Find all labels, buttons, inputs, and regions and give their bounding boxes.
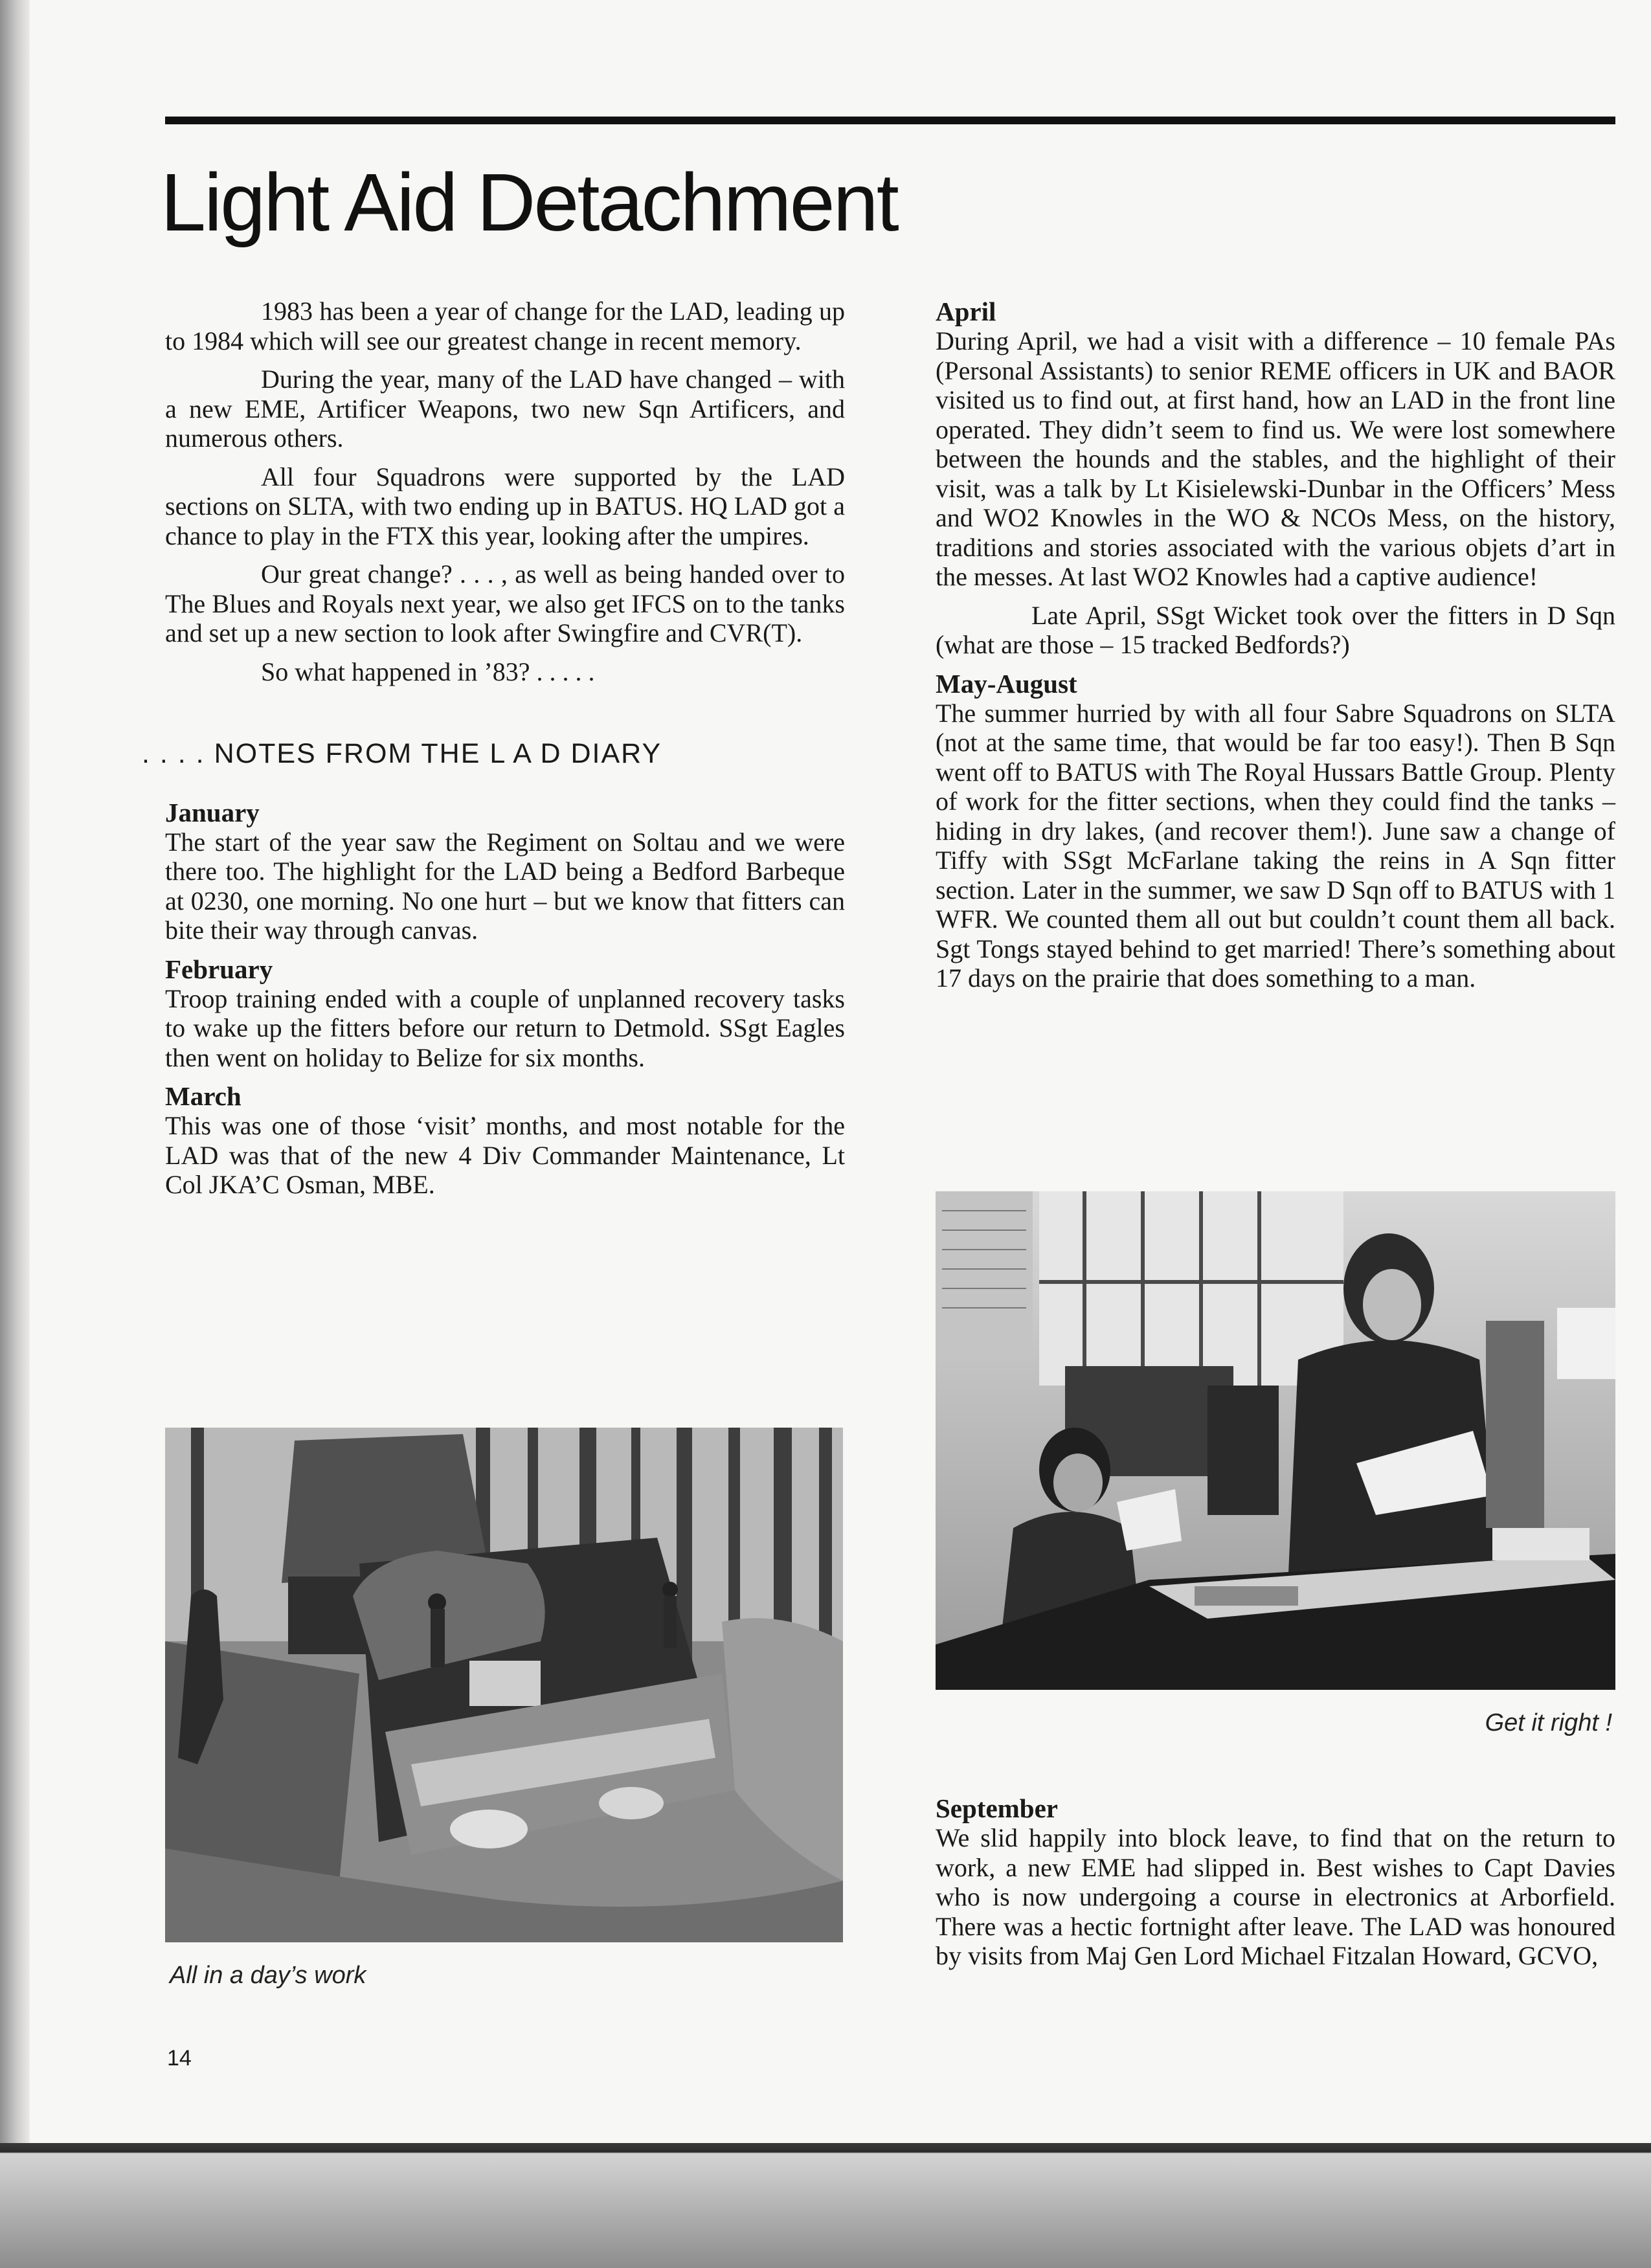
left-column bbox=[142, 297, 845, 1209]
month-heading-march: March bbox=[165, 1081, 241, 1111]
month-heading-may-august: May-August bbox=[936, 668, 1077, 699]
header-rule bbox=[165, 117, 1615, 124]
month-text-march: This was one of those ‘visit’ months, and most notable for the LAD was that of the new 4 Div Commander Maintenance, Lt Col JKA’C Osman, MBE. bbox=[165, 1111, 845, 1199]
month-heading-september: September bbox=[936, 1793, 1059, 1823]
page-spine-shadow bbox=[0, 0, 30, 2268]
month-text-may-august: The summer hurried by with all four Sabre Squadrons on SLTA (not at the same time, that would be far too easy!). Then B Sqn went off to BATUS with The Royal Hussars Battle Group. Plenty of work for the fitter sections, when they could find the tanks – hiding in dry lakes, (and recover them!). June saw a change of Tiffy with SSgt McFarlane taking the reins in A Sqn fitter section. Later in the summer, we saw D Sqn off to BATUS with 1 WFR. We counted them all out but couldn’t count them all back. Sgt Tongs stayed behind to get married! There’s something about 17 days on the prairie that does something to a man. bbox=[936, 698, 1615, 993]
diary-section-heading: . . . . NOTES FROM THE L A D DIARY bbox=[142, 738, 662, 769]
right-column bbox=[936, 297, 1615, 1002]
office-photo-caption: Get it right ! bbox=[1485, 1709, 1612, 1736]
office-photo bbox=[936, 1191, 1615, 1690]
page-title: Light Aid Detachment bbox=[161, 157, 897, 248]
month-text-april: During April, we had a visit with a difference – 10 female PAs (Personal Assistants) to senior REME officers in UK and BAOR visited us to find out, at first hand, how an LAD in the front line operated. They didn’t seem to find us. We were lost somewhere between the hounds and the stables, and the highlight of their visit, was a talk by Lt Kisielewski-Dunbar in the Officers’ Mess and WO2 Knowles in the WO & NCOs Mess, on the history, traditions and stories associated with the various objets d’art in the messes. At last WO2 Knowles had a captive audience! bbox=[936, 326, 1615, 591]
month-text-january: The start of the year saw the Regiment on Soltau and we were there too. The highlight for the LAD being a Bedford Barbeque at 0230, one morning. No one hurt – but we know that fitters can bite their way through canvas. bbox=[165, 827, 845, 945]
intro-paragraph: All four Squadrons were supported by the LAD sections on SLTA, with two ending up in BATUS. HQ LAD got a chance to play in the FTX this year, looking after the umpires. bbox=[165, 462, 845, 550]
right-column-lower bbox=[936, 1793, 1615, 1980]
tank-recovery-photo bbox=[165, 1428, 843, 1942]
page-number: 14 bbox=[167, 2046, 192, 2071]
intro-paragraph: So what happened in ’83? . . . . . bbox=[261, 657, 595, 686]
tank-photo-caption: All in a day’s work bbox=[170, 1962, 366, 1989]
intro-paragraph: Our great change? . . . , as well as being handed over to The Blues and Royals next year, we also get IFCS on to the tanks and set up a new section to look after Swingfire and CVR(T). bbox=[165, 559, 845, 647]
month-heading-april: April bbox=[936, 297, 996, 326]
intro-paragraph: 1983 has been a year of change for the LAD, leading up to 1984 which will see our greatest change in recent memory. bbox=[165, 297, 845, 355]
page-edge-shadow bbox=[0, 2143, 1651, 2268]
month-text-april-late: Late April, SSgt Wicket took over the fitters in D Sqn (what are those – 15 tracked Bedfords?) bbox=[936, 600, 1615, 659]
month-heading-january: January bbox=[165, 797, 260, 827]
month-text-september: We slid happily into block leave, to find that on the return to work, a new EME had slipped in. Best wishes to Capt Davies who is now undergoing a course in electronics at Arborfield. There was a hectic fortnight after leave. The LAD was honoured by visits from Maj Gen Lord Michael Fitzalan Howard, GCVO, bbox=[936, 1823, 1615, 1970]
month-heading-february: February bbox=[165, 954, 273, 984]
intro-paragraph: During the year, many of the LAD have changed – with a new EME, Artificer Weapons, two new Sqn Artificers, and numerous others. bbox=[165, 365, 845, 453]
month-text-february: Troop training ended with a couple of unplanned recovery tasks to wake up the fitters before our return to Detmold. SSgt Eagles then went on holiday to Belize for six months. bbox=[165, 983, 845, 1072]
